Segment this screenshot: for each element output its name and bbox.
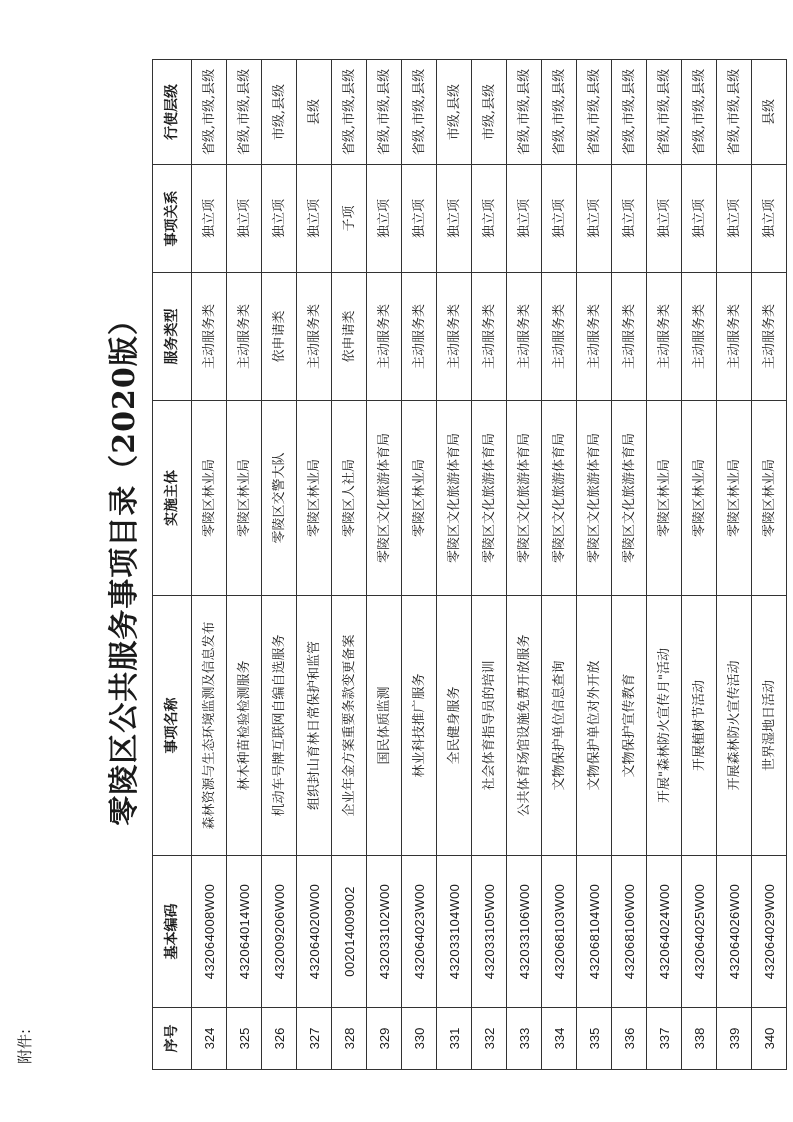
- catalog-sheet: [100, 60, 777, 1070]
- cell-subject: 零陵区林业局: [402, 401, 437, 596]
- cell-name: 文物保护单位信息查询: [542, 596, 577, 856]
- cell-level: 省级,市级,县级: [682, 60, 717, 165]
- cell-relation: 独立项: [402, 165, 437, 273]
- cell-subject: 零陵区文化旅游体育局: [437, 401, 472, 596]
- cell-level: 省级,市级,县级: [507, 60, 542, 165]
- cell-relation: 独立项: [437, 165, 472, 273]
- cell-name: 机动车号牌互联网自编自选服务: [262, 596, 297, 856]
- table-row: [612, 60, 647, 1070]
- cell-code: 432068106W00: [612, 856, 647, 1008]
- table-row: [367, 60, 402, 1070]
- cell-seq: 330: [402, 1008, 437, 1070]
- cell-service-type: 主动服务类: [682, 273, 717, 401]
- table-row: [682, 60, 717, 1070]
- cell-service-type: 主动服务类: [297, 273, 332, 401]
- cell-level: 省级,市级,县级: [367, 60, 402, 165]
- cell-code: 432064026W00: [717, 856, 752, 1008]
- cell-code: 432064008W00: [192, 856, 227, 1008]
- table-row: [507, 60, 542, 1070]
- cell-relation: 独立项: [262, 165, 297, 273]
- cell-name: 国民体质监测: [367, 596, 402, 856]
- cell-code: 432033104W00: [437, 856, 472, 1008]
- cell-seq: 324: [192, 1008, 227, 1070]
- cell-seq: 333: [507, 1008, 542, 1070]
- cell-code: 432033106W00: [507, 856, 542, 1008]
- table-row: [192, 60, 227, 1070]
- cell-seq: 340: [752, 1008, 787, 1070]
- cell-relation: 独立项: [367, 165, 402, 273]
- cell-seq: 337: [647, 1008, 682, 1070]
- attachment-label: 附件:: [16, 1028, 34, 1064]
- cell-level: 市级,县级: [437, 60, 472, 165]
- cell-relation: 独立项: [647, 165, 682, 273]
- page-title: 零陵区公共服务事项目录（2020版）: [107, 304, 142, 826]
- cell-name: 林业科技推广服务: [402, 596, 437, 856]
- cell-level: 省级,市级,县级: [332, 60, 367, 165]
- cell-service-type: 主动服务类: [472, 273, 507, 401]
- cell-service-type: 主动服务类: [647, 273, 682, 401]
- cell-seq: 334: [542, 1008, 577, 1070]
- cell-level: 省级,市级,县级: [402, 60, 437, 165]
- cell-relation: 独立项: [542, 165, 577, 273]
- cell-relation: 独立项: [577, 165, 612, 273]
- cell-name: 开展植树节活动: [682, 596, 717, 856]
- table-header-row: [153, 60, 192, 1070]
- table-row: [332, 60, 367, 1070]
- table-row: [402, 60, 437, 1070]
- cell-relation: 独立项: [682, 165, 717, 273]
- cell-code: 432064025W00: [682, 856, 717, 1008]
- cell-seq: 329: [367, 1008, 402, 1070]
- cell-subject: 零陵区交警大队: [262, 401, 297, 596]
- cell-service-type: 主动服务类: [717, 273, 752, 401]
- cell-level: 县级: [297, 60, 332, 165]
- cell-seq: 336: [612, 1008, 647, 1070]
- cell-subject: 零陵区文化旅游体育局: [577, 401, 612, 596]
- cell-level: 省级,市级,县级: [577, 60, 612, 165]
- cell-subject: 零陵区林业局: [227, 401, 262, 596]
- cell-name: 文物保护宣传教育: [612, 596, 647, 856]
- header-service-type: 服务类型: [153, 273, 192, 401]
- table-row: [262, 60, 297, 1070]
- cell-subject: 零陵区林业局: [297, 401, 332, 596]
- cell-level: 市级,县级: [472, 60, 507, 165]
- cell-seq: 326: [262, 1008, 297, 1070]
- header-relation: 事项关系: [153, 165, 192, 273]
- cell-level: 省级,市级,县级: [192, 60, 227, 165]
- cell-subject: 零陵区林业局: [192, 401, 227, 596]
- cell-level: 市级,县级: [262, 60, 297, 165]
- cell-name: 开展"森林防火宣传月"活动: [647, 596, 682, 856]
- cell-service-type: 主动服务类: [577, 273, 612, 401]
- cell-relation: 独立项: [192, 165, 227, 273]
- cell-seq: 327: [297, 1008, 332, 1070]
- cell-relation: 独立项: [297, 165, 332, 273]
- table-row: [577, 60, 612, 1070]
- cell-code: 432064024W00: [647, 856, 682, 1008]
- cell-code: 432068104W00: [577, 856, 612, 1008]
- table-row: [717, 60, 752, 1070]
- cell-service-type: 主动服务类: [542, 273, 577, 401]
- header-seq: 序号: [153, 1008, 192, 1070]
- table-row: [752, 60, 787, 1070]
- cell-relation: 独立项: [472, 165, 507, 273]
- cell-subject: 零陵区文化旅游体育局: [507, 401, 542, 596]
- cell-relation: 独立项: [752, 165, 787, 273]
- cell-subject: 零陵区林业局: [647, 401, 682, 596]
- cell-code: 432009206W00: [262, 856, 297, 1008]
- cell-level: 县级: [752, 60, 787, 165]
- cell-subject: 零陵区文化旅游体育局: [472, 401, 507, 596]
- cell-name: 组织封山育林日常保护和监管: [297, 596, 332, 856]
- cell-subject: 零陵区林业局: [717, 401, 752, 596]
- cell-seq: 335: [577, 1008, 612, 1070]
- cell-relation: 子项: [332, 165, 367, 273]
- cell-subject: 零陵区文化旅游体育局: [367, 401, 402, 596]
- cell-service-type: 主动服务类: [507, 273, 542, 401]
- cell-service-type: 主动服务类: [437, 273, 472, 401]
- cell-service-type: 主动服务类: [752, 273, 787, 401]
- cell-subject: 零陵区人社局: [332, 401, 367, 596]
- service-catalog-table: [152, 59, 787, 1070]
- cell-code: 432064020W00: [297, 856, 332, 1008]
- cell-service-type: 主动服务类: [227, 273, 262, 401]
- header-code: 基本编码: [153, 856, 192, 1008]
- header-subject: 实施主体: [153, 401, 192, 596]
- cell-code: 432068103W00: [542, 856, 577, 1008]
- table-row: [437, 60, 472, 1070]
- cell-relation: 独立项: [717, 165, 752, 273]
- cell-level: 省级,市级,县级: [647, 60, 682, 165]
- cell-code: 002014009002: [332, 856, 367, 1008]
- cell-level: 省级,市级,县级: [612, 60, 647, 165]
- cell-subject: 零陵区林业局: [682, 401, 717, 596]
- cell-service-type: 依申请类: [332, 273, 367, 401]
- cell-name: 公共体育场馆设施免费开放服务: [507, 596, 542, 856]
- cell-code: 432064029W00: [752, 856, 787, 1008]
- cell-seq: 332: [472, 1008, 507, 1070]
- cell-relation: 独立项: [507, 165, 542, 273]
- cell-code: 432064023W00: [402, 856, 437, 1008]
- cell-name: 森林资源与生态环境监测及信息发布: [192, 596, 227, 856]
- cell-code: 432064014W00: [227, 856, 262, 1008]
- cell-seq: 325: [227, 1008, 262, 1070]
- table-row: [297, 60, 332, 1070]
- header-name: 事项名称: [153, 596, 192, 856]
- cell-service-type: 主动服务类: [367, 273, 402, 401]
- cell-level: 省级,市级,县级: [227, 60, 262, 165]
- cell-name: 文物保护单位对外开放: [577, 596, 612, 856]
- cell-name: 全民健身服务: [437, 596, 472, 856]
- cell-level: 省级,市级,县级: [717, 60, 752, 165]
- cell-name: 社会体育指导员的培训: [472, 596, 507, 856]
- cell-code: 432033102W00: [367, 856, 402, 1008]
- cell-seq: 339: [717, 1008, 752, 1070]
- table-row: [647, 60, 682, 1070]
- table-row: [227, 60, 262, 1070]
- cell-subject: 零陵区文化旅游体育局: [612, 401, 647, 596]
- table-row: [542, 60, 577, 1070]
- cell-service-type: 主动服务类: [612, 273, 647, 401]
- cell-level: 省级,市级,县级: [542, 60, 577, 165]
- cell-relation: 独立项: [227, 165, 262, 273]
- cell-name: 世界湿地日活动: [752, 596, 787, 856]
- cell-seq: 328: [332, 1008, 367, 1070]
- cell-name: 企业年金方案重要条款变更备案: [332, 596, 367, 856]
- cell-code: 432033105W00: [472, 856, 507, 1008]
- cell-service-type: 依申请类: [262, 273, 297, 401]
- header-level: 行使层级: [153, 60, 192, 165]
- cell-service-type: 主动服务类: [402, 273, 437, 401]
- cell-subject: 零陵区林业局: [752, 401, 787, 596]
- cell-subject: 零陵区文化旅游体育局: [542, 401, 577, 596]
- table-row: [472, 60, 507, 1070]
- cell-relation: 独立项: [612, 165, 647, 273]
- cell-seq: 331: [437, 1008, 472, 1070]
- cell-seq: 338: [682, 1008, 717, 1070]
- cell-name: 开展森林防火宣传活动: [717, 596, 752, 856]
- cell-service-type: 主动服务类: [192, 273, 227, 401]
- cell-name: 林木种苗检验检测服务: [227, 596, 262, 856]
